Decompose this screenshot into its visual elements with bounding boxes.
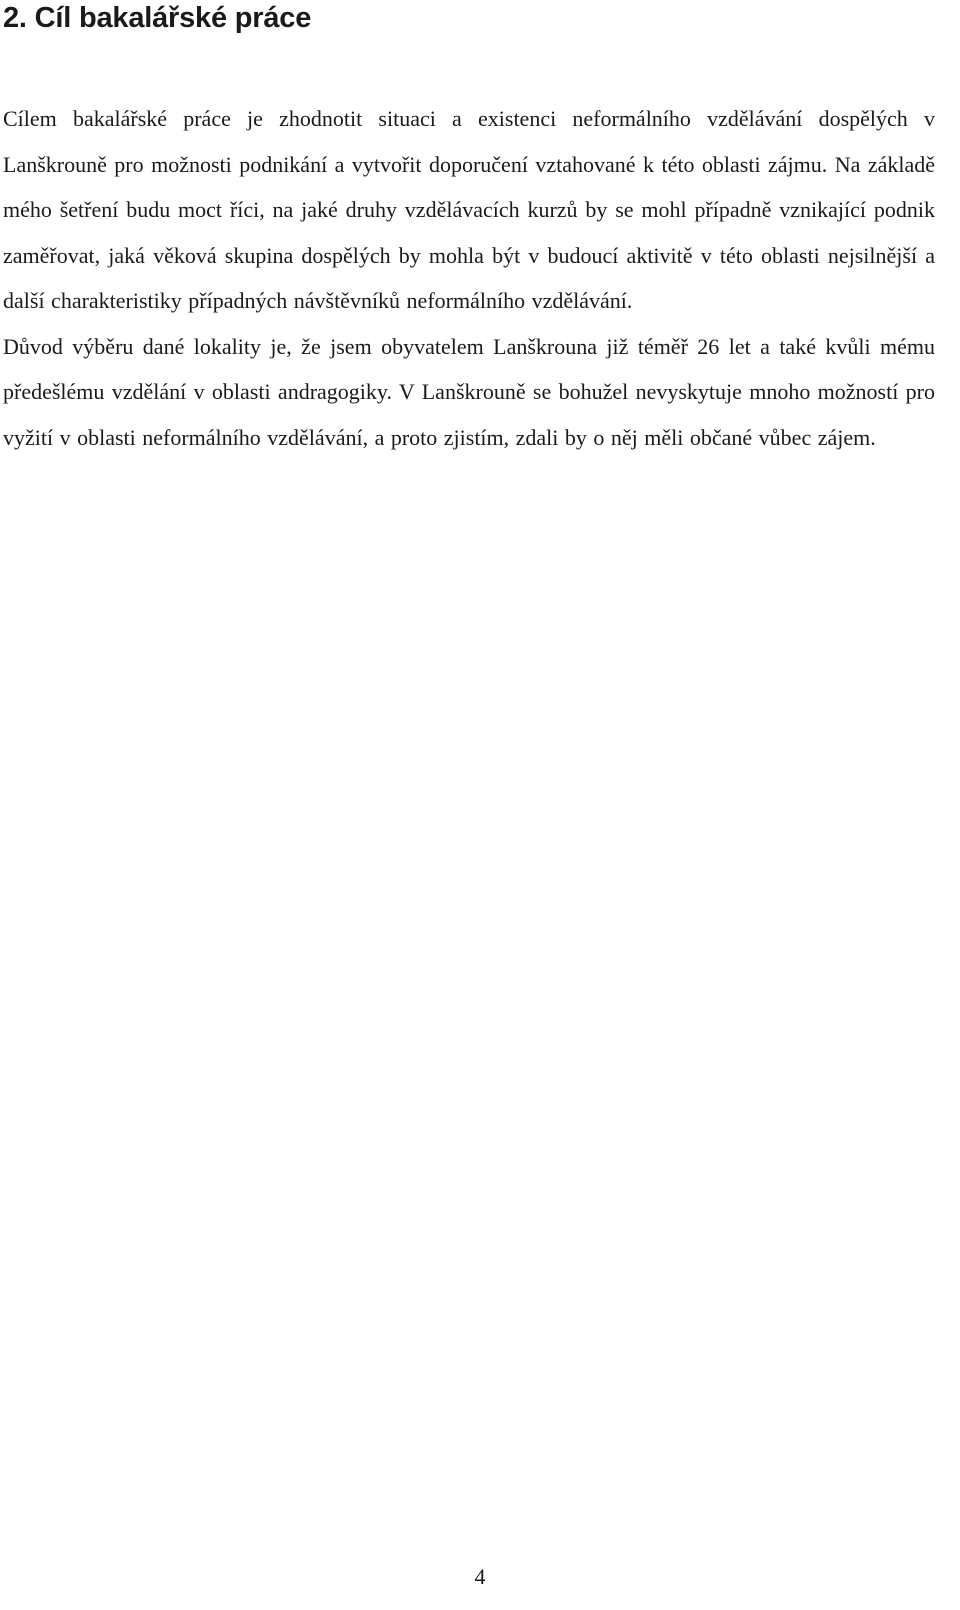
page-number: 4	[474, 1564, 486, 1589]
paragraph-goal: Cílem bakalářské práce je zhodnotit situaci a existenci neformálního vzdělávání dospělých v Lanškrouně pro možnosti podnikání a vytvořit doporučení vztahované k této oblasti zájmu. Na základě mého šetření budu moct říci, na jaké druhy vzdělávacích kurzů by se mohl případně vznikající podnik zaměřovat, jaká věková skupina dospělých by mohla být v budoucí aktivitě v této oblasti nejsilnější a další charakteristiky případných návštěvníků neformálního vzdělávání.	[3, 106, 935, 313]
paragraph-reason: Důvod výběru dané lokality je, že jsem obyvatelem Lanškrouna již téměř 26 let a také kvůli mému předešlému vzdělání v oblasti andragogiky. V Lanškrouně se bohužel nevyskytuje mnoho možností pro vyžití v oblasti neformálního vzdělávání, a proto zjistím, zdali by o něj měli občané vůbec zájem.	[3, 333, 935, 450]
body-text	[3, 96, 935, 460]
section-heading: 2. Cíl bakalářské práce	[3, 2, 312, 34]
